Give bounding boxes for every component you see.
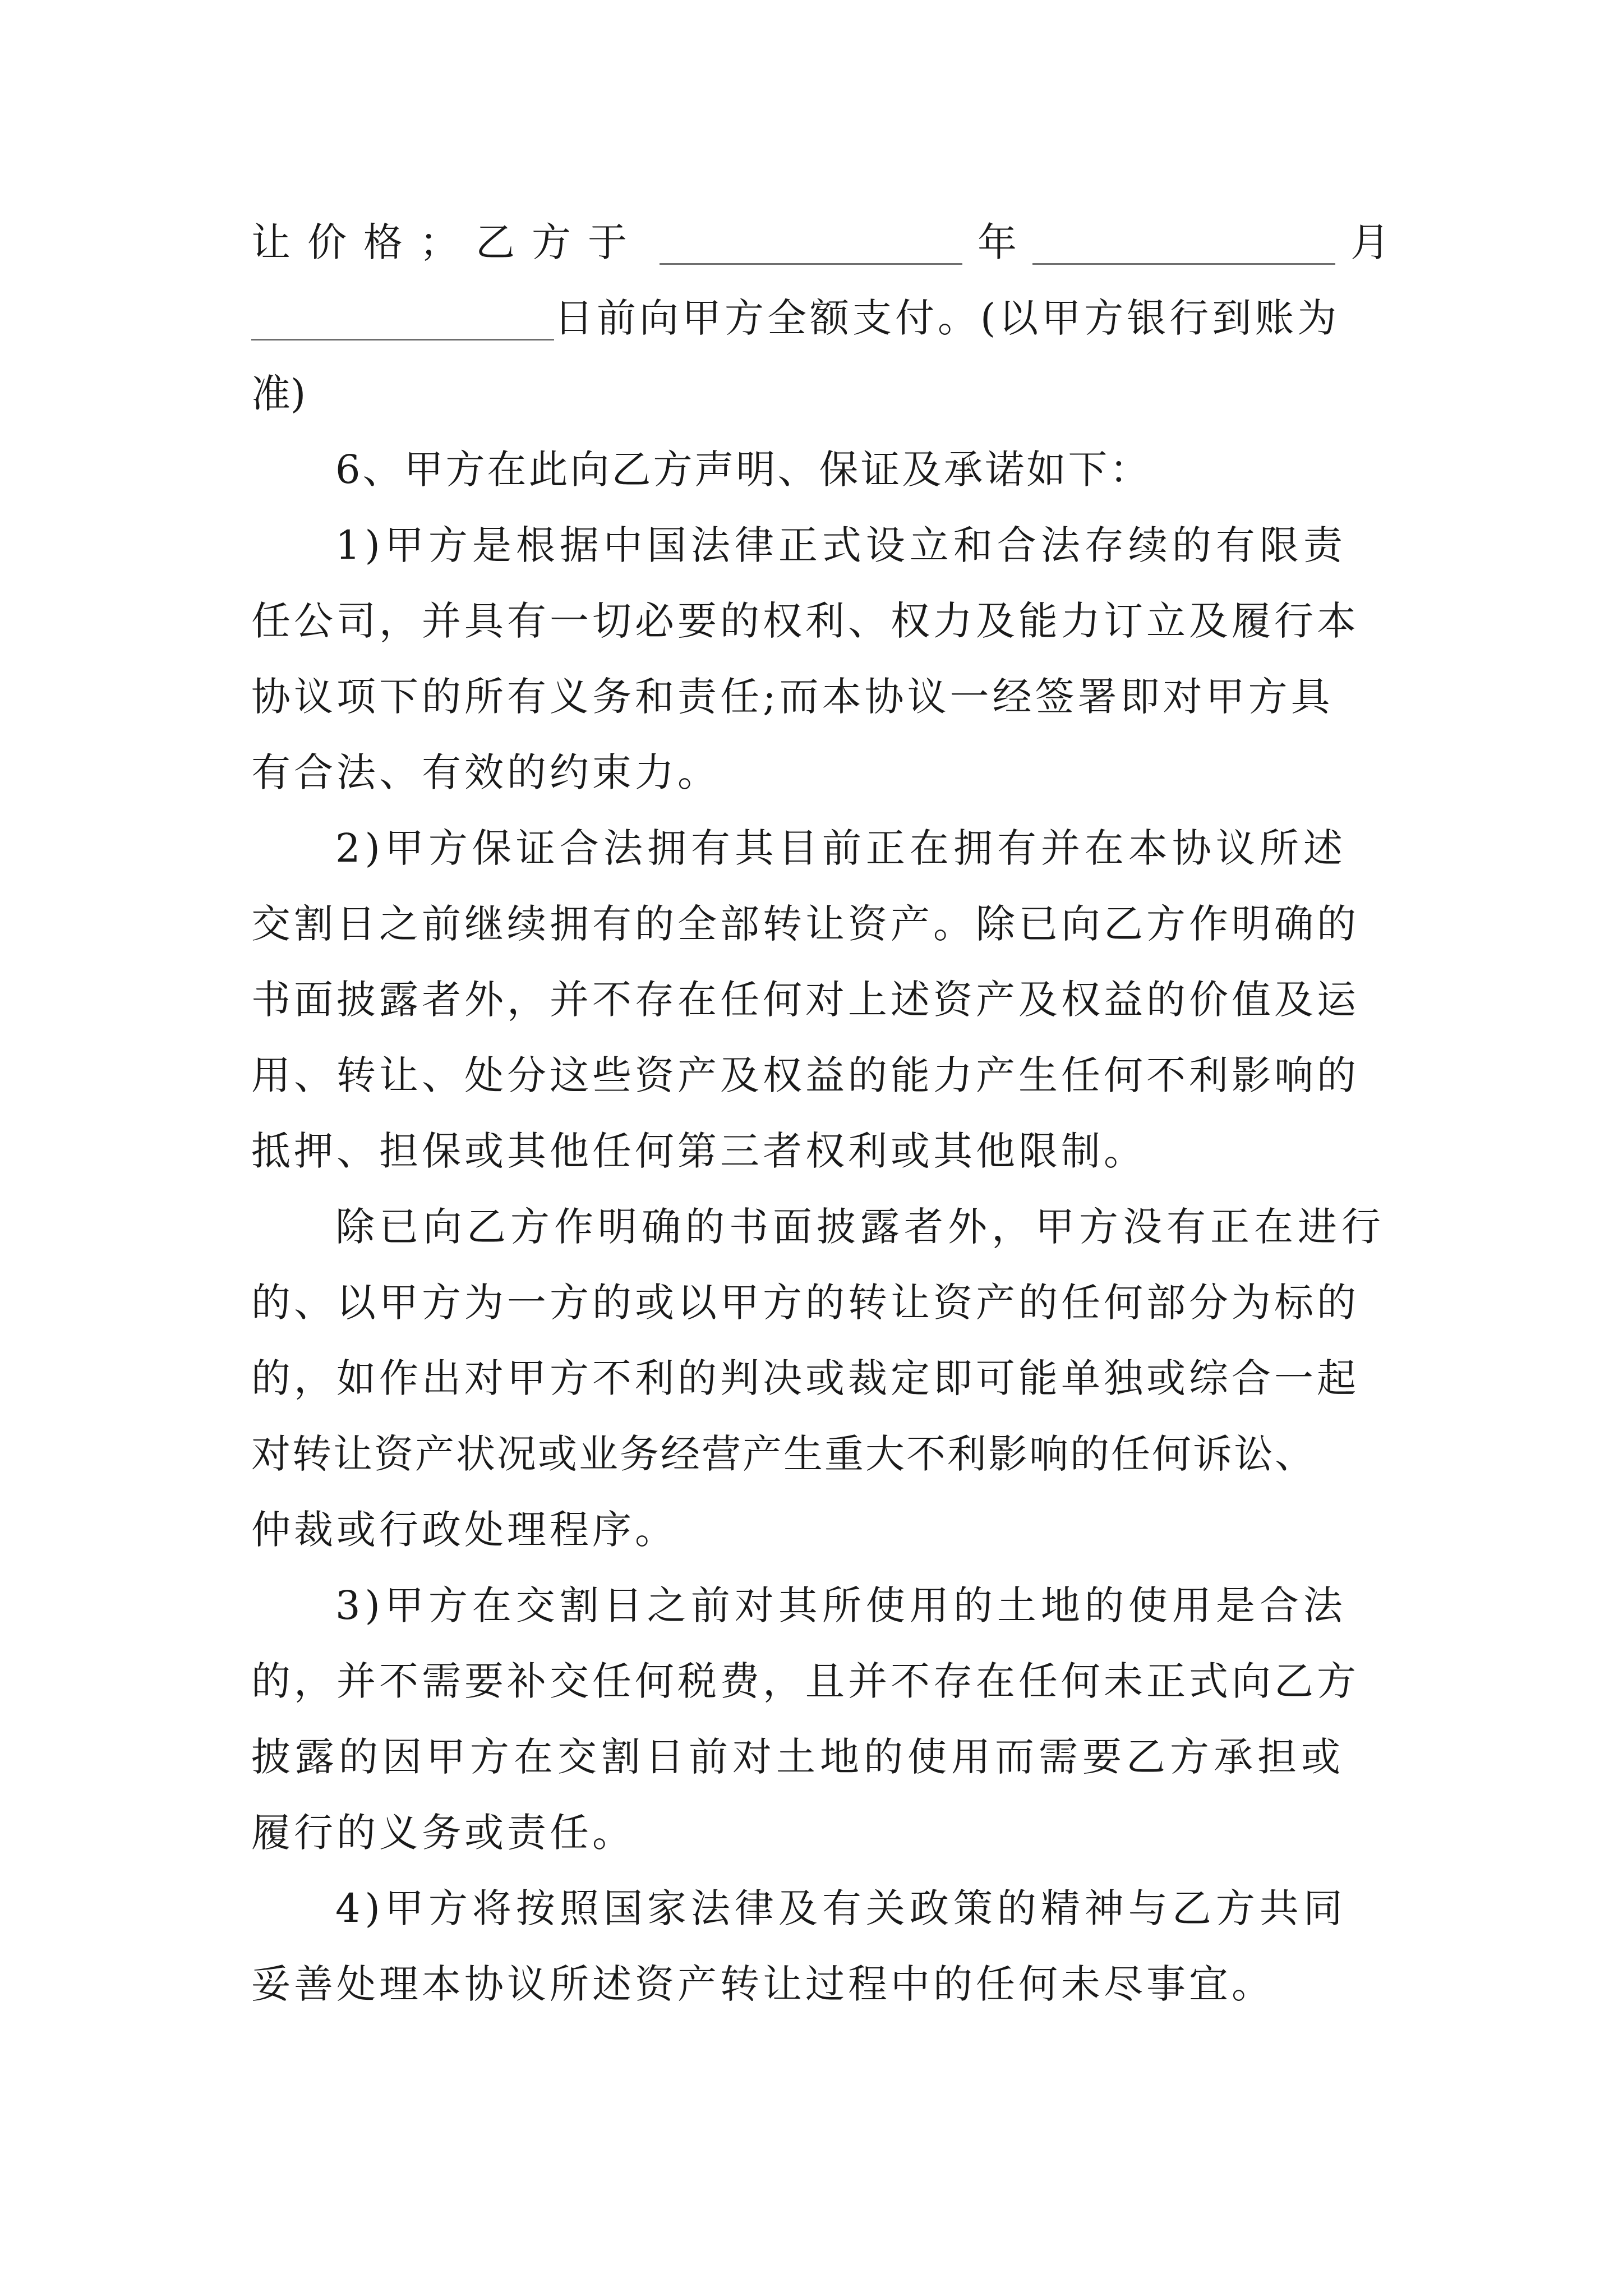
item2-text: 抵押、担保或其他任何第三者权利或其他限制。 [251,1128,1146,1174]
item4-line [251,1947,1390,2022]
clause5-text-end: 准) [251,371,306,417]
item2-text: 交割日之前继续拥有的全部转让资产。除已向乙方作明确的 [251,901,1359,947]
item3-text: 3)甲方在交割日之前对其所使用的土地的使用是合法 [335,1582,1347,1628]
item1-text: 任公司，并具有一切必要的权利、权力及能力订立及履行本 [251,598,1359,644]
item2-text: 书面披露者外，并不存在任何对上述资产及权益的价值及运 [251,977,1359,1023]
item2-cont-line [251,1341,1390,1416]
clause5-text-payment: 日前向甲方全额支付。(以甲方银行到账为 [554,295,1340,341]
clause5-line-2 [251,280,1390,356]
item3-line [251,1719,1390,1795]
item4-line [251,1871,1390,1947]
day-blank[interactable] [251,300,554,341]
item2-cont-text: 除已向乙方作明确的书面披露者外，甲方没有正在进行 [335,1204,1385,1250]
item1-line [251,735,1390,811]
item2-line [251,811,1390,886]
item4-text: 4)甲方将按照国家法律及有关政策的精神与乙方共同 [335,1885,1347,1931]
item3-line [251,1795,1390,1871]
item1-line [251,508,1390,583]
item1-text: 有合法、有效的约束力。 [251,749,720,795]
item1-text: 1)甲方是根据中国法律正式设立和合法存续的有限责 [335,522,1347,568]
clause5-text-year: 年 [978,219,1017,265]
item2-cont-text: 的、以甲方为一方的或以甲方的转让资产的任何部分为标的 [251,1280,1359,1326]
item2-text: 2)甲方保证合法拥有其目前正在拥有并在本协议所述 [335,825,1347,871]
item4-text: 妥善处理本协议所述资产转让过程中的任何未尽事宜。 [251,1961,1274,2007]
document-body [251,205,1390,2022]
item2-line [251,962,1390,1038]
item2-line [251,1038,1390,1114]
item2-cont-line [251,1265,1390,1341]
item2-text: 用、转让、处分这些资产及权益的能力产生任何不利影响的 [251,1052,1359,1098]
clause5-line-1 [251,205,1390,280]
item3-line [251,1644,1390,1719]
item3-text: 的，并不需要补交任何税费，且并不存在任何未正式向乙方 [251,1658,1359,1704]
clause5-text-month: 月 [1350,219,1390,265]
item3-text: 披露的因甲方在交割日前对土地的使用而需要乙方承担或 [251,1734,1345,1780]
item1-line [251,659,1390,735]
item2-cont-line [251,1492,1390,1568]
clause5-line-3 [251,356,1390,432]
item2-cont-line [251,1416,1390,1492]
item1-line [251,583,1390,659]
item2-cont-text: 的，如作出对甲方不利的判决或裁定即可能单独或综合一起 [251,1355,1359,1401]
item2-cont-line [251,1189,1390,1265]
item3-line [251,1568,1390,1644]
item2-line [251,1114,1390,1189]
item3-text: 履行的义务或责任。 [251,1810,635,1856]
item2-line [251,886,1390,962]
month-blank[interactable] [1032,224,1335,265]
item2-cont-text: 仲裁或行政处理程序。 [251,1507,677,1553]
clause6-heading-text: 6、甲方在此向乙方声明、保证及承诺如下： [335,447,1151,493]
year-blank[interactable] [660,224,962,265]
item2-cont-text: 对转让资产状况或业务经营产生重大不利影响的任何诉讼、 [251,1431,1316,1477]
clause5-text-price: 让价格；乙方于 [251,219,644,265]
clause6-heading [251,432,1390,508]
item1-text: 协议项下的所有义务和责任;而本协议一经签署即对甲方具 [251,674,1334,720]
